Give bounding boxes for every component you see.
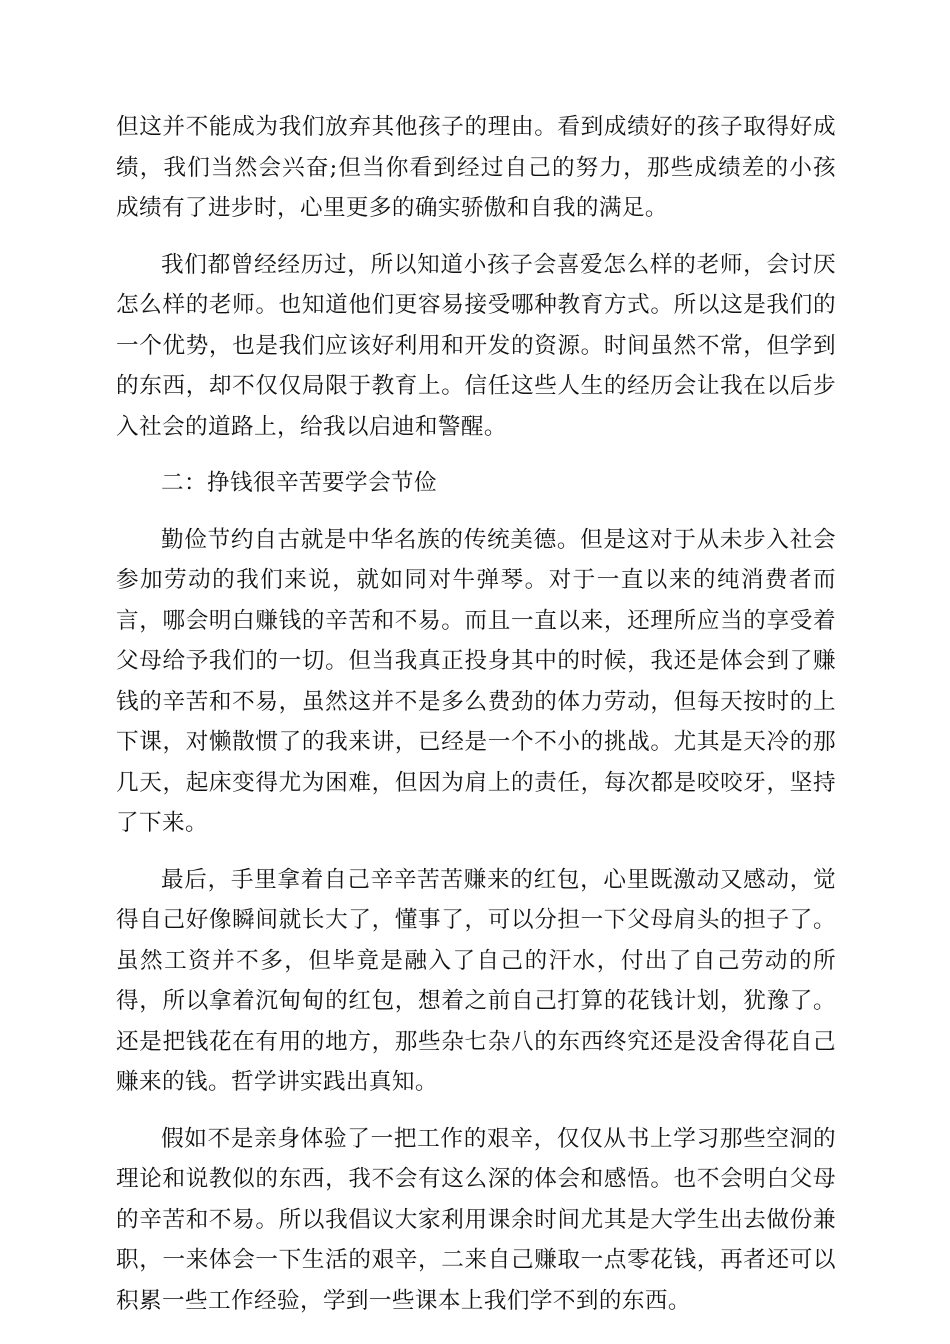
section-heading-saving: 二：挣钱很辛苦要学会节俭	[161, 470, 437, 496]
paragraph-intro: 但这并不能成为我们放弃其他孩子的理由。看到成绩好的孩子取得好成绩，我们当然会兴奋;但当你看到经过自己的努力，那些成绩差的小孩成绩有了进步时，心里更多的确实骄傲和自我的满足。	[116, 114, 836, 221]
paragraph-red-envelope: 最后，手里拿着自己辛辛苦苦赚来的红包，心里既激动又感动，觉得自己好像瞬间就长大了，懂事了，可以分担一下父母肩头的担子了。虽然工资并不多，但毕竟是融入了自己的汗水，付出了自己劳动的所得，所以拿着沉甸甸的红包，想着之前自己打算的花钱计划，犹豫了。还是把钱花在有用的地方，那些杂七杂八的东西终究还是没舍得花自己赚来的钱。哲学讲实践出真知。	[116, 866, 836, 1095]
paragraph-conclusion: 假如不是亲身体验了一把工作的艰辛，仅仅从书上学习那些空洞的理论和说教似的东西，我不会有这么深的体会和感悟。也不会明白父母的辛苦和不易。所以我倡议大家利用课余时间尤其是大学生出去做份兼职，一来体会一下生活的艰辛，二来自己赚取一点零花钱，再者还可以积累一些工作经验，学到一些课本上我们学不到的东西。	[116, 1125, 836, 1314]
paragraph-experience: 我们都曾经经历过，所以知道小孩子会喜爱怎么样的老师，会讨厌怎么样的老师。也知道他们更容易接受哪种教育方式。所以这是我们的一个优势，也是我们应该好利用和开发的资源。时间虽然不常，但学到的东西，却不仅仅局限于教育上。信任这些人生的经历会让我在以后步入社会的道路上，给我以启迪和警醒。	[116, 251, 836, 440]
paragraph-frugality: 勤俭节约自古就是中华名族的传统美德。但是这对于从未步入社会参加劳动的我们来说，就如同对牛弹琴。对于一直以来的纯消费者而言，哪会明白赚钱的辛苦和不易。而且一直以来，还理所应当的享受着父母给予我们的一切。但当我真正投身其中的时候，我还是体会到了赚钱的辛苦和不易，虽然这并不是多么费劲的体力劳动，但每天按时的上下课，对懒散惯了的我来讲，已经是一个不小的挑战。尤其是天冷的那几天，起床变得尤为困难，但因为肩上的责任，每次都是咬咬牙，坚持了下来。	[116, 526, 836, 836]
document-page	[116, 107, 836, 1321]
